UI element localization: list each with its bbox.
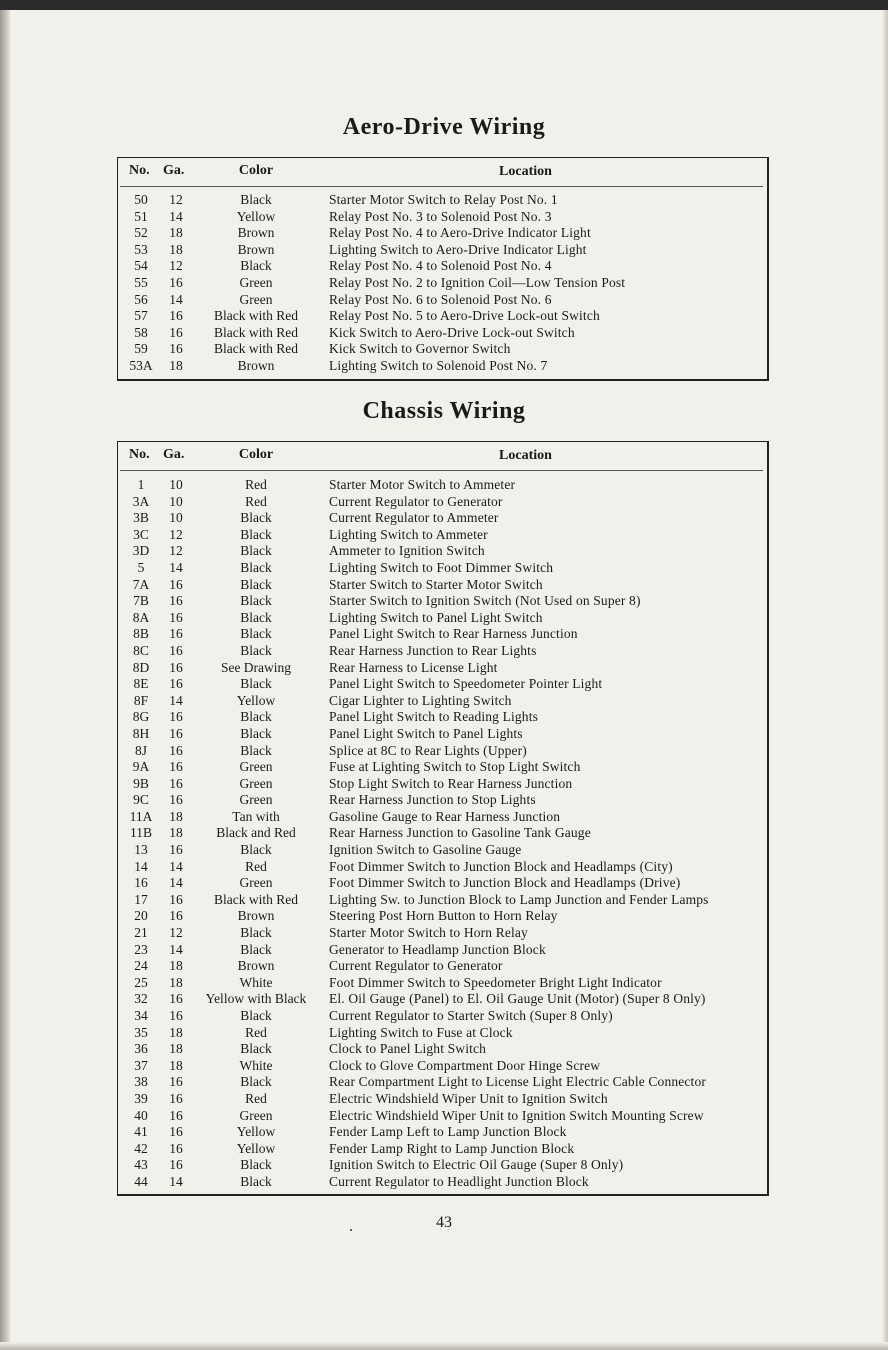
wire-location: Starter Motor Switch to Ammeter bbox=[329, 477, 516, 492]
table-row bbox=[118, 1008, 767, 1025]
table-row bbox=[118, 1074, 767, 1091]
table-row bbox=[118, 776, 767, 793]
wire-color: Black with Red bbox=[214, 324, 298, 340]
table-row bbox=[118, 676, 767, 693]
wire-color: Green bbox=[239, 775, 273, 791]
wire-number: 53A bbox=[129, 357, 153, 373]
table-row bbox=[118, 743, 767, 760]
wire-number: 37 bbox=[134, 1057, 148, 1073]
table-row bbox=[118, 1157, 767, 1174]
wire-gauge: 16 bbox=[169, 341, 183, 357]
wire-number: 59 bbox=[134, 341, 148, 357]
wire-gauge: 14 bbox=[169, 692, 183, 708]
wire-number: 17 bbox=[134, 891, 148, 907]
wire-location: Relay Post No. 4 to Aero-Drive Indicator Light bbox=[329, 225, 591, 241]
wire-color: Brown bbox=[237, 908, 275, 924]
wire-number: 8J bbox=[134, 742, 147, 758]
wire-number: 8E bbox=[133, 676, 149, 692]
wire-gauge: 16 bbox=[169, 742, 183, 758]
wire-color: Black bbox=[240, 1173, 272, 1189]
wire-gauge: 16 bbox=[169, 676, 183, 692]
wire-color: Yellow bbox=[236, 1124, 276, 1140]
table-row bbox=[118, 560, 767, 577]
wire-color: Black bbox=[240, 576, 272, 592]
table-row bbox=[118, 859, 767, 876]
chassis-title: Chassis Wiring bbox=[362, 398, 526, 424]
wire-color: Black bbox=[240, 676, 272, 692]
wire-location: Lighting Sw. to Junction Block to Lamp Junction and Fender Lamps bbox=[329, 891, 709, 907]
wire-gauge: 16 bbox=[169, 891, 183, 907]
table-row bbox=[118, 543, 767, 560]
wire-number: 9C bbox=[133, 792, 149, 808]
wire-color: Red bbox=[245, 858, 267, 874]
wire-color: Green bbox=[239, 792, 273, 808]
wire-number: 35 bbox=[134, 1024, 148, 1040]
header-color: Color bbox=[238, 447, 274, 462]
wire-color: Black bbox=[240, 258, 272, 274]
wire-number: 13 bbox=[134, 842, 148, 858]
wire-location: Relay Post No. 6 to Solenoid Post No. 6 bbox=[329, 291, 552, 307]
wire-gauge: 10 bbox=[169, 477, 183, 492]
wire-number: 3A bbox=[132, 493, 150, 509]
table-row bbox=[118, 958, 767, 975]
wire-number: 8D bbox=[132, 659, 150, 675]
wire-location: Lighting Switch to Solenoid Post No. 7 bbox=[329, 357, 548, 373]
aero-drive-rows bbox=[118, 192, 767, 375]
wire-location: Rear Harness Junction to Stop Lights bbox=[329, 792, 536, 808]
wire-number: 8H bbox=[132, 725, 150, 741]
wire-color: Green bbox=[239, 274, 273, 290]
wire-gauge: 16 bbox=[169, 908, 183, 924]
page-number: 43 bbox=[436, 1214, 452, 1231]
header-rule bbox=[120, 186, 763, 187]
wire-number: 7B bbox=[133, 593, 149, 609]
wire-location: El. Oil Gauge (Panel) to El. Oil Gauge Unit (Motor) (Super 8 Only) bbox=[329, 991, 706, 1007]
table-row bbox=[118, 527, 767, 544]
wire-gauge: 16 bbox=[169, 1140, 183, 1156]
table-row bbox=[118, 693, 767, 710]
wire-gauge: 18 bbox=[169, 825, 183, 841]
wire-location: Steering Post Horn Button to Horn Relay bbox=[329, 908, 558, 924]
wire-location: Rear Compartment Light to License Light Electric Cable Connector bbox=[329, 1074, 706, 1090]
wire-location: Clock to Glove Compartment Door Hinge Screw bbox=[329, 1057, 601, 1073]
wire-gauge: 18 bbox=[169, 974, 183, 990]
wire-location: Rear Harness Junction to Gasoline Tank Gauge bbox=[329, 825, 591, 841]
wire-location: Foot Dimmer Switch to Junction Block and Headlamps (Drive) bbox=[329, 875, 681, 891]
wire-gauge: 18 bbox=[169, 225, 183, 241]
wire-number: 38 bbox=[134, 1074, 148, 1090]
wire-number: 44 bbox=[134, 1173, 148, 1189]
wire-location: Panel Light Switch to Rear Harness Junction bbox=[329, 626, 578, 642]
wire-location: Fender Lamp Left to Lamp Junction Block bbox=[329, 1124, 567, 1140]
wire-number: 50 bbox=[134, 192, 148, 207]
page-binding-shadow bbox=[0, 10, 10, 1350]
table-row bbox=[118, 660, 767, 677]
wire-gauge: 16 bbox=[169, 659, 183, 675]
wire-location: Generator to Headlamp Junction Block bbox=[329, 941, 546, 957]
wire-color: Green bbox=[239, 1107, 273, 1123]
wire-color: Black bbox=[240, 842, 272, 858]
header-ga: Ga. bbox=[163, 163, 185, 178]
wire-number: 32 bbox=[134, 991, 148, 1007]
wire-location: Ammeter to Ignition Switch bbox=[329, 543, 485, 559]
wire-gauge: 16 bbox=[169, 1074, 183, 1090]
wire-number: 5 bbox=[137, 559, 145, 575]
wire-color: Black bbox=[240, 510, 272, 526]
wire-number: 24 bbox=[134, 958, 148, 974]
table-row bbox=[118, 626, 767, 643]
aero-drive-table bbox=[117, 157, 769, 381]
wire-color: Black and Red bbox=[216, 825, 296, 841]
table-row bbox=[118, 908, 767, 925]
wire-gauge: 16 bbox=[169, 991, 183, 1007]
wire-gauge: 16 bbox=[169, 1157, 183, 1173]
table-row bbox=[118, 825, 767, 842]
header-rule bbox=[120, 470, 763, 471]
wire-location: Gasoline Gauge to Rear Harness Junction bbox=[329, 808, 561, 824]
wire-number: 14 bbox=[134, 858, 148, 874]
wire-number: 41 bbox=[134, 1124, 148, 1140]
table-row bbox=[118, 325, 767, 342]
wire-gauge: 18 bbox=[169, 808, 183, 824]
table-row bbox=[118, 258, 767, 275]
table-row bbox=[118, 610, 767, 627]
wire-color: Red bbox=[245, 1090, 267, 1106]
table-row bbox=[118, 1091, 767, 1108]
table-row bbox=[118, 942, 767, 959]
wire-color: Black bbox=[240, 642, 272, 658]
table-row bbox=[118, 726, 767, 743]
table-row bbox=[118, 242, 767, 259]
table-row bbox=[118, 577, 767, 594]
wire-location: Panel Light Switch to Panel Lights bbox=[329, 725, 523, 741]
wire-location: Starter Motor Switch to Horn Relay bbox=[329, 925, 528, 941]
wire-location: Relay Post No. 5 to Aero-Drive Lock-out Switch bbox=[329, 308, 600, 324]
wire-color: Black bbox=[240, 559, 272, 575]
wire-number: 55 bbox=[134, 274, 148, 290]
table-row bbox=[118, 892, 767, 909]
header-ga: Ga. bbox=[163, 447, 185, 462]
wire-location: Relay Post No. 4 to Solenoid Post No. 4 bbox=[329, 258, 552, 274]
wire-color: Brown bbox=[237, 225, 275, 241]
table-row bbox=[118, 975, 767, 992]
wire-color: Black bbox=[240, 1074, 272, 1090]
table-row bbox=[118, 809, 767, 826]
table-row bbox=[118, 1108, 767, 1125]
wire-gauge: 12 bbox=[169, 526, 183, 542]
wire-number: 43 bbox=[134, 1157, 148, 1173]
wire-gauge: 16 bbox=[169, 759, 183, 775]
wire-location: Kick Switch to Governor Switch bbox=[329, 341, 511, 357]
wire-location: Stop Light Switch to Rear Harness Junction bbox=[329, 775, 573, 791]
wire-number: 25 bbox=[134, 974, 148, 990]
wire-location: Ignition Switch to Electric Oil Gauge (Super 8 Only) bbox=[329, 1157, 624, 1173]
table-row bbox=[118, 1174, 767, 1191]
table-row bbox=[118, 494, 767, 511]
wire-gauge: 14 bbox=[169, 1173, 183, 1189]
wire-gauge: 16 bbox=[169, 725, 183, 741]
wire-gauge: 16 bbox=[169, 609, 183, 625]
wire-color: Black bbox=[240, 626, 272, 642]
wire-number: 56 bbox=[134, 291, 148, 307]
table-row bbox=[118, 1041, 767, 1058]
wire-number: 53 bbox=[134, 241, 148, 257]
page-right-edge bbox=[882, 10, 888, 1350]
page-bottom-edge bbox=[0, 1342, 888, 1350]
wire-number: 57 bbox=[134, 308, 148, 324]
wire-location: Splice at 8C to Rear Lights (Upper) bbox=[329, 742, 527, 758]
wire-color: Green bbox=[239, 759, 273, 775]
wire-gauge: 16 bbox=[169, 642, 183, 658]
wire-number: 39 bbox=[134, 1090, 148, 1106]
wire-number: 3B bbox=[133, 510, 149, 526]
wire-location: Electric Windshield Wiper Unit to Ignition Switch Mounting Screw bbox=[329, 1107, 704, 1123]
table-row bbox=[118, 192, 767, 209]
aero-drive-title: Aero-Drive Wiring bbox=[342, 114, 546, 140]
wire-number: 54 bbox=[134, 258, 148, 274]
wire-color: Yellow bbox=[236, 692, 276, 708]
wire-gauge: 16 bbox=[169, 324, 183, 340]
wire-location: Current Regulator to Generator bbox=[329, 958, 503, 974]
wire-color: Tan with bbox=[232, 808, 280, 824]
wire-color: Black bbox=[240, 725, 272, 741]
wire-color: Black bbox=[240, 1157, 272, 1173]
table-row bbox=[118, 1058, 767, 1075]
wire-number: 42 bbox=[134, 1140, 148, 1156]
wire-location: Starter Switch to Starter Motor Switch bbox=[329, 576, 543, 592]
wire-number: 40 bbox=[134, 1107, 148, 1123]
table-row bbox=[118, 759, 767, 776]
wire-location: Rear Harness Junction to Rear Lights bbox=[329, 642, 537, 658]
wire-color: Black with Red bbox=[214, 891, 298, 907]
wire-number: 8B bbox=[133, 626, 149, 642]
wire-gauge: 14 bbox=[169, 858, 183, 874]
header-no: No. bbox=[129, 447, 150, 462]
wire-color: Black with Red bbox=[214, 308, 298, 324]
wire-gauge: 10 bbox=[169, 493, 183, 509]
table-row bbox=[118, 842, 767, 859]
wire-color: Red bbox=[245, 1024, 267, 1040]
wire-color: Black bbox=[240, 543, 272, 559]
wire-color: Black bbox=[240, 709, 272, 725]
wire-number: 21 bbox=[134, 925, 148, 941]
wire-color: Brown bbox=[237, 958, 275, 974]
table-row bbox=[118, 792, 767, 809]
wire-number: 34 bbox=[134, 1008, 148, 1023]
wire-location: Current Regulator to Generator bbox=[329, 493, 503, 509]
wire-gauge: 18 bbox=[169, 1057, 183, 1073]
wire-color: Black bbox=[240, 192, 272, 207]
wire-color: Yellow bbox=[236, 1140, 276, 1156]
wire-number: 11B bbox=[129, 825, 152, 841]
wire-location: Starter Motor Switch to Relay Post No. 1 bbox=[329, 192, 558, 207]
wire-gauge: 16 bbox=[169, 308, 183, 324]
wire-gauge: 16 bbox=[169, 775, 183, 791]
table-row bbox=[118, 341, 767, 358]
wire-color: Black bbox=[240, 609, 272, 625]
wire-gauge: 16 bbox=[169, 1008, 183, 1023]
wire-location: Relay Post No. 2 to Ignition Coil—Low Tension Post bbox=[329, 274, 626, 290]
wire-number: 23 bbox=[134, 941, 148, 957]
wire-number: 8G bbox=[132, 709, 150, 725]
table-row bbox=[118, 925, 767, 942]
table-row bbox=[118, 643, 767, 660]
wire-location: Rear Harness to License Light bbox=[329, 659, 498, 675]
wire-gauge: 16 bbox=[169, 274, 183, 290]
wire-gauge: 14 bbox=[169, 208, 183, 224]
header-location: Location bbox=[499, 164, 552, 179]
wire-gauge: 14 bbox=[169, 941, 183, 957]
wire-location: Current Regulator to Ammeter bbox=[329, 510, 499, 526]
wire-color: Yellow bbox=[236, 208, 276, 224]
wire-color: White bbox=[239, 974, 273, 990]
wire-number: 16 bbox=[134, 875, 148, 891]
chassis-rows bbox=[118, 477, 767, 1191]
wire-gauge: 12 bbox=[169, 925, 183, 941]
table-row bbox=[118, 308, 767, 325]
wire-gauge: 16 bbox=[169, 1090, 183, 1106]
wire-color: Green bbox=[239, 291, 273, 307]
wire-location: Clock to Panel Light Switch bbox=[329, 1041, 487, 1057]
wire-number: 11A bbox=[129, 808, 153, 824]
wire-location: Electric Windshield Wiper Unit to Ignition Switch bbox=[329, 1090, 608, 1106]
wire-gauge: 12 bbox=[169, 543, 183, 559]
wire-color: Green bbox=[239, 875, 273, 891]
table-row bbox=[118, 991, 767, 1008]
wire-gauge: 18 bbox=[169, 958, 183, 974]
header-no: No. bbox=[129, 163, 150, 178]
wire-location: Current Regulator to Starter Switch (Super 8 Only) bbox=[329, 1008, 613, 1023]
wire-color: White bbox=[239, 1057, 273, 1073]
wire-color: Black bbox=[240, 941, 272, 957]
wire-color: Black bbox=[240, 593, 272, 609]
wire-gauge: 16 bbox=[169, 842, 183, 858]
aero-drive-table-header bbox=[118, 158, 767, 185]
wire-gauge: 14 bbox=[169, 291, 183, 307]
wire-color: Brown bbox=[237, 241, 275, 257]
wire-number: 36 bbox=[134, 1041, 148, 1057]
table-row bbox=[118, 209, 767, 226]
table-row bbox=[118, 225, 767, 242]
table-row bbox=[118, 1025, 767, 1042]
wire-location: Lighting Switch to Panel Light Switch bbox=[329, 609, 543, 625]
table-row bbox=[118, 275, 767, 292]
wire-gauge: 16 bbox=[169, 1124, 183, 1140]
wire-color: Black bbox=[240, 742, 272, 758]
header-color: Color bbox=[238, 163, 274, 178]
wire-location: Foot Dimmer Switch to Speedometer Bright Light Indicator bbox=[329, 974, 662, 990]
wire-number: 58 bbox=[134, 324, 148, 340]
table-row bbox=[118, 1124, 767, 1141]
wire-gauge: 12 bbox=[169, 258, 183, 274]
wire-gauge: 14 bbox=[169, 559, 183, 575]
wire-gauge: 16 bbox=[169, 792, 183, 808]
wire-number: 20 bbox=[134, 908, 148, 924]
wire-gauge: 12 bbox=[169, 192, 183, 207]
wire-location: Lighting Switch to Ammeter bbox=[329, 526, 488, 542]
wire-gauge: 18 bbox=[169, 1024, 183, 1040]
table-row bbox=[118, 875, 767, 892]
wire-gauge: 10 bbox=[169, 510, 183, 526]
table-row bbox=[118, 358, 767, 375]
wire-location: Panel Light Switch to Speedometer Pointer Light bbox=[329, 676, 603, 692]
wire-number: 8F bbox=[133, 692, 149, 708]
table-row bbox=[118, 292, 767, 309]
table-row bbox=[118, 510, 767, 527]
page-top-shadow bbox=[0, 0, 888, 10]
wire-number: 9A bbox=[132, 759, 150, 775]
wire-color: Black with Red bbox=[214, 341, 298, 357]
wire-gauge: 18 bbox=[169, 241, 183, 257]
wire-gauge: 16 bbox=[169, 593, 183, 609]
wire-number: 1 bbox=[137, 477, 145, 492]
chassis-table-header bbox=[118, 442, 767, 469]
header-location: Location bbox=[499, 448, 552, 463]
wire-color: Yellow with Black bbox=[205, 991, 307, 1007]
wire-number: 3D bbox=[132, 543, 150, 559]
wire-location: Lighting Switch to Fuse at Clock bbox=[329, 1024, 513, 1040]
wire-gauge: 16 bbox=[169, 1107, 183, 1123]
wire-number: 7A bbox=[132, 576, 150, 592]
wire-number: 8A bbox=[132, 609, 150, 625]
wire-location: Cigar Lighter to Lighting Switch bbox=[329, 692, 512, 708]
wire-location: Ignition Switch to Gasoline Gauge bbox=[329, 842, 522, 858]
wire-location: Fender Lamp Right to Lamp Junction Block bbox=[329, 1140, 575, 1156]
wire-color: Black bbox=[240, 526, 272, 542]
wire-number: 8C bbox=[133, 642, 149, 658]
wire-color: Black bbox=[240, 925, 272, 941]
wire-location: Lighting Switch to Foot Dimmer Switch bbox=[329, 559, 554, 575]
wire-color: Red bbox=[245, 493, 267, 509]
wire-location: Foot Dimmer Switch to Junction Block and Headlamps (City) bbox=[329, 858, 673, 874]
chassis-table bbox=[117, 441, 769, 1196]
wire-number: 51 bbox=[134, 208, 148, 224]
wire-gauge: 16 bbox=[169, 626, 183, 642]
wire-gauge: 18 bbox=[169, 357, 183, 373]
table-row bbox=[118, 477, 767, 494]
wire-location: Lighting Switch to Aero-Drive Indicator Light bbox=[329, 241, 587, 257]
wire-location: Kick Switch to Aero-Drive Lock-out Switch bbox=[329, 324, 575, 340]
wire-color: Brown bbox=[237, 357, 275, 373]
wire-location: Current Regulator to Headlight Junction Block bbox=[329, 1173, 589, 1189]
wire-gauge: 14 bbox=[169, 875, 183, 891]
wire-location: Relay Post No. 3 to Solenoid Post No. 3 bbox=[329, 208, 552, 224]
table-row bbox=[118, 709, 767, 726]
wire-color: Red bbox=[245, 477, 267, 492]
table-row bbox=[118, 593, 767, 610]
wire-gauge: 16 bbox=[169, 709, 183, 725]
wire-color: See Drawing bbox=[220, 659, 292, 675]
table-row bbox=[118, 1141, 767, 1158]
wire-number: 52 bbox=[134, 225, 148, 241]
wire-location: Fuse at Lighting Switch to Stop Light Switch bbox=[329, 759, 581, 775]
wire-gauge: 18 bbox=[169, 1041, 183, 1057]
wire-color: Black bbox=[240, 1008, 272, 1023]
wire-number: 9B bbox=[133, 775, 149, 791]
wire-location: Starter Switch to Ignition Switch (Not Used on Super 8) bbox=[329, 593, 641, 609]
wire-gauge: 16 bbox=[169, 576, 183, 592]
wire-location: Panel Light Switch to Reading Lights bbox=[329, 709, 539, 725]
wire-number: 3C bbox=[133, 526, 149, 542]
wire-color: Black bbox=[240, 1041, 272, 1057]
